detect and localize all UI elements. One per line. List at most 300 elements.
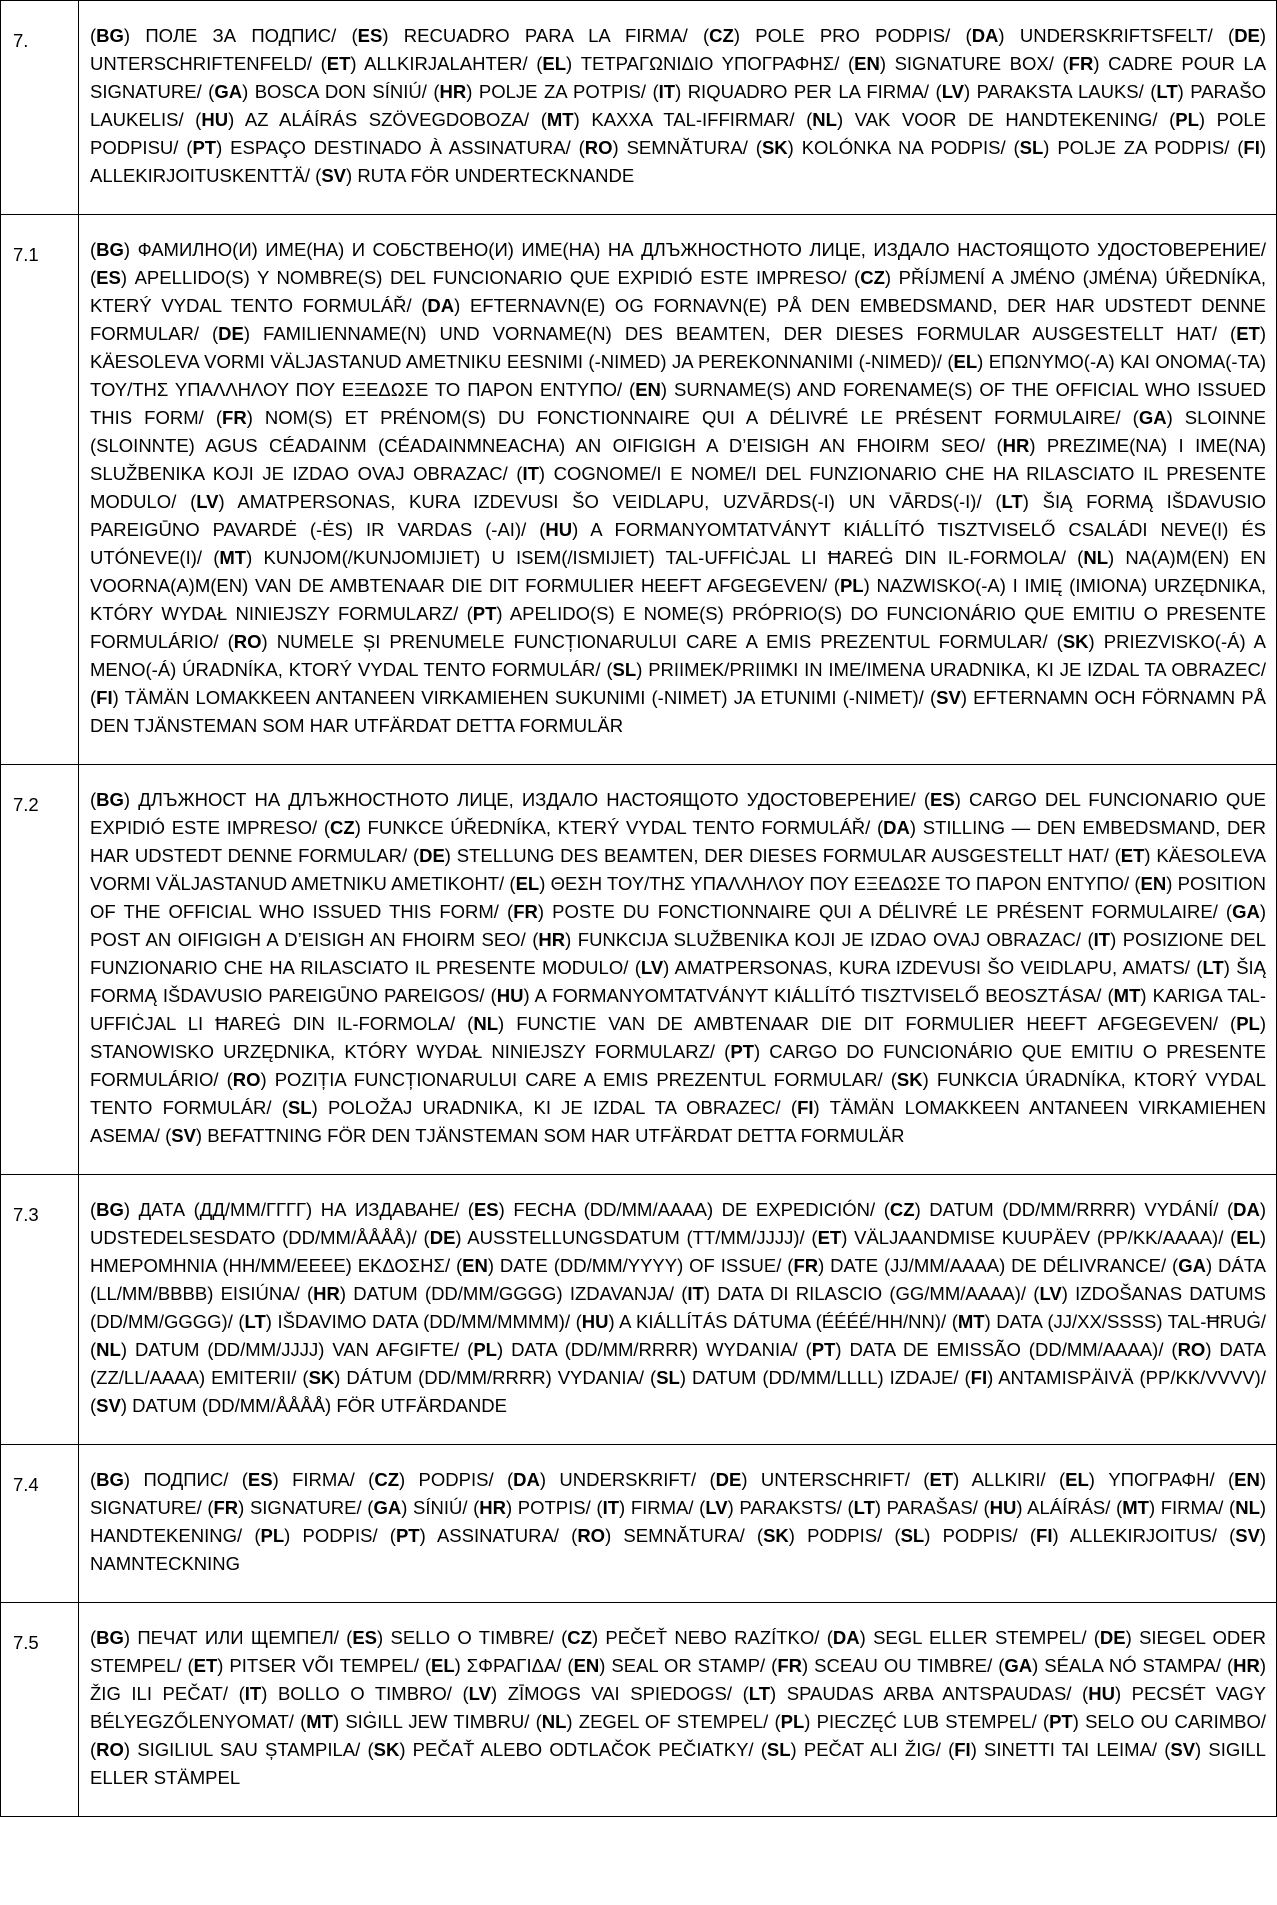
translation-text: AZ ALÁÍRÁS SZÖVEGDOBOZA <box>244 109 524 130</box>
translation-text: ΗΜΕΡΟΜΗΝΙΑ (ΗΗ/ΜΜ/ΕΕΕΕ) ΕΚΔΟΣΗΣ <box>90 1255 445 1276</box>
language-code: DA <box>1233 1199 1260 1220</box>
translation-segment: (SK) PEČAŤ ALEBO ODTLAČOK PEČIATKY/ <box>367 1739 761 1760</box>
translation-segment: (PT) SELO OU CARIMBO/ <box>1042 1711 1267 1732</box>
translation-segment: (BG) ПОДПИС/ <box>90 1469 242 1490</box>
language-code: GA <box>1138 407 1167 428</box>
translation-segment: (EL) ΕΠΩΝΥΜΟ(-Α) ΚΑΙ ΟΝΟΜΑ(-ΤΑ) ΤΟΥ/ΤΗΣ ΥΠΑΛΛΗΛΟΥ ΠΟΥ ΕΞΕΔΩΣΕ ΤΟ ΠΑΡΟΝ ΕΝΤΥΠΟ/ <box>90 351 1266 400</box>
language-code: DE <box>218 323 244 344</box>
language-code: EN <box>635 379 661 400</box>
language-code: GA <box>214 81 243 102</box>
language-code: DE <box>715 1469 742 1490</box>
translation-segment: (IT) RIQUADRO PER LA FIRMA/ <box>652 81 936 102</box>
translation-text: ALLKIRI <box>971 1469 1041 1490</box>
translation-segment: (PL) DATA (DD/MM/RRRR) WYDANIA/ <box>467 1339 806 1360</box>
translation-segment: (RO) DATA (ZZ/LL/AAAA) EMITERII/ <box>90 1339 1267 1388</box>
translation-segment: (HU) A FORMANYOMTATVÁNYT KIÁLLÍTÓ TISZTVISELŐ CSALÁDI NEVE(I) ÉS UTÓNEVE(I)/ <box>90 519 1266 568</box>
translation-text: ΣΦΡΑΓΙΔΑ <box>466 1655 557 1676</box>
language-code: CZ <box>709 25 734 46</box>
translation-text: ALLKIRJALAHTER <box>364 53 523 74</box>
translation-segment: (SV) RUTA FÖR UNDERTECKNANDE <box>315 165 635 186</box>
language-code: IT <box>602 1497 620 1518</box>
translation-text: SEMNĂTURA <box>626 137 743 158</box>
language-code: EN <box>1234 1469 1260 1490</box>
translation-text: STILLING — DEN EMBEDSMAND, DER HAR UDSTEDT DENNE FORMULAR <box>90 817 1267 866</box>
translation-text: ASSINATURA <box>436 1525 554 1546</box>
language-code: FR <box>213 1497 239 1518</box>
translation-segment: (LV) AMATPERSONAS, KURA IZDEVUSI ŠO VEIDLAPU, AMATS/ <box>634 957 1197 978</box>
translation-text: RECUADRO PARA LA FIRMA <box>403 25 683 46</box>
language-code: LV <box>705 1497 728 1518</box>
translation-segment: (DE) UNTERSCHRIFT/ <box>709 1469 924 1490</box>
translation-segment: (NL) NA(A)M(EN) EN VOORNA(A)M(EN) VAN DE AMBTENAAR DIE DIT FORMULIER HEEFT AFGEGEVEN/ <box>90 547 1267 596</box>
language-code: BG <box>96 239 124 260</box>
translation-text: NAZWISKO(-A) I IMIĘ (IMIONA) URZĘDNIKA, KTÓRY WYDAŁ NINIEJSZY FORMULARZ <box>90 575 1266 624</box>
translation-segment: (SL) POLJE ZA PODPIS/ <box>1013 137 1238 158</box>
translation-segment: (MT) KARIGA TAL-UFFIĊJAL LI ĦAREĠ DIN IL-FORMOLA/ <box>90 985 1266 1034</box>
translation-text: SPAUDAS ARBA ANTSPAUDAS <box>786 1683 1067 1704</box>
translation-segment: (FI) TÄMÄN LOMAKKEEN ANTANEEN VIRKAMIEHEN SUKUNIMI (-NIMET) JA ETUNIMI (-NIMET)/ <box>90 687 930 708</box>
translation-segment: (ES) RECUADRO PARA LA FIRMA/ <box>351 25 703 46</box>
translation-segment: (BG) ФАМИЛНО(И) ИМЕ(НА) И СОБСТВЕНО(И) ИМЕ(НА) НА ДЛЪЖНОСТНОТО ЛИЦЕ, ИЗДАЛО НАСТОЯЩОТО УДОСТОВЕРЕНИЕ/ <box>90 239 1266 260</box>
form-row <box>1 1445 1277 1603</box>
field-number: 7. <box>1 1 79 215</box>
translation-text: PODPIS <box>302 1525 373 1546</box>
translation-text: SIĠILL JEW TIMBRU <box>345 1711 525 1732</box>
translation-segment: (IT) BOLLO O TIMBRO/ <box>238 1683 463 1704</box>
translation-segment: (ES) SELLO O TIMBRE/ <box>346 1627 562 1648</box>
translation-segment: (GA) SÍNIÚ/ <box>367 1497 474 1518</box>
translation-segment: (SV) EFTERNAMN OCH FÖRNAMN PÅ DEN TJÄNSTEMAN SOM HAR UTFÄRDAT DETTA FORMULÄR <box>90 687 1266 736</box>
language-code: SL <box>612 659 637 680</box>
language-code: ES <box>96 267 121 288</box>
translation-text: SCEAU OU TIMBRE <box>814 1655 988 1676</box>
field-number: 7.2 <box>1 765 79 1175</box>
language-code: NL <box>1235 1497 1260 1518</box>
translation-segment: (FI) ALLEKIRJOITUSKENTTÄ/ <box>90 137 1267 186</box>
language-code: PL <box>1236 1013 1260 1034</box>
translation-text: A FORMANYOMTATVÁNYT KIÁLLÍTÓ TISZTVISELŐ BEOSZTÁSA <box>534 985 1097 1006</box>
translation-segment: (SK) PODPIS/ <box>756 1525 895 1546</box>
translation-text: AMATPERSONAS, KURA IZDEVUSI ŠO VEIDLAPU, UZVĀRDS(-I) UN VĀRDS(-I) <box>237 491 977 512</box>
translation-text: PARAKSTS <box>739 1497 837 1518</box>
language-code: IT <box>244 1683 262 1704</box>
language-code: LV <box>1039 1283 1062 1304</box>
translation-text: PRIEZVISKO(-Á) A MENO(-Á) ÚRADNÍKA, KTORÝ VYDAL TENTO FORMULÁR <box>90 631 1267 680</box>
field-number: 7.3 <box>1 1175 79 1445</box>
translation-text: ФАМИЛНО(И) ИМЕ(НА) И СОБСТВЕНО(И) ИМЕ(НА) НА ДЛЪЖНОСТНОТО ЛИЦЕ, ИЗДАЛО НАСТОЯЩОТО УДОСТОВЕРЕНИЕ <box>137 239 1261 260</box>
translation-text: POLE PODPISU <box>90 109 1266 158</box>
translation-segment: (FR) SCEAU OU TIMBRE/ <box>771 1655 999 1676</box>
language-code: PT <box>730 1041 754 1062</box>
language-code: GA <box>1232 901 1260 922</box>
translation-text: DATUM (DD/MM/GGGG) IZDAVANJA <box>353 1283 669 1304</box>
language-code: DA <box>832 1627 860 1648</box>
translation-segment: (EN) SURNAME(S) AND FORENAME(S) OF THE OFFICIAL WHO ISSUED THIS FORM/ <box>90 379 1266 428</box>
language-code: SK <box>761 137 788 158</box>
language-code: GA <box>1004 1655 1033 1676</box>
language-code: SL <box>900 1525 925 1546</box>
translation-text: FECHA (DD/MM/AAAA) DE EXPEDICIÓN <box>513 1199 871 1220</box>
translation-segment: (SV) DATUM (DD/MM/ÅÅÅÅ) FÖR UTFÄRDANDE <box>90 1395 507 1416</box>
language-code: SK <box>1062 631 1089 652</box>
language-code: SL <box>1019 137 1044 158</box>
translation-text: POSITION OF THE OFFICIAL WHO ISSUED THIS FORM <box>90 873 1267 922</box>
translation-segment: (LV) ZĪMOGS VAI SPIEDOGS/ <box>462 1683 743 1704</box>
translation-segment: (GA) SLOINNE (SLOINNTE) AGUS CÉADAINM (CÉADAINMNEACHA) AN OIFIGIGH A D’EISIGH AN FHOIRM SEO/ <box>90 407 1266 456</box>
translation-text: ПОДПИС <box>143 1469 224 1490</box>
language-code: RO <box>233 631 262 652</box>
translation-text: ПЕЧАТ ИЛИ ЩЕМПЕЛ <box>137 1627 334 1648</box>
translation-segment: (DA) UNDERSKRIFT/ <box>506 1469 710 1490</box>
translation-text: UDSTEDELSESDATO (DD/MM/ÅÅÅÅ) <box>90 1227 412 1248</box>
translation-text: SÉALA NÓ STAMPA <box>1044 1655 1216 1676</box>
language-code: BG <box>96 25 124 46</box>
language-code: ET <box>193 1655 218 1676</box>
language-code: DA <box>883 817 910 838</box>
language-code: LV <box>468 1683 491 1704</box>
form-row <box>1 215 1277 765</box>
translation-text: POSTE DU FONCTIONNAIRE QUI A DÉLIVRÉ LE PRÉSENT FORMULAIRE <box>552 901 1213 922</box>
translation-text: SLOINNE (SLOINNTE) AGUS CÉADAINM (CÉADAINMNEACHA) AN OIFIGIGH A D’EISIGH AN FHOIRM SEO <box>90 407 1266 456</box>
language-code: ES <box>357 25 383 46</box>
language-code: SK <box>373 1739 400 1760</box>
language-code: NL <box>96 1339 121 1360</box>
translation-segment: (DA) UDSTEDELSESDATO (DD/MM/ÅÅÅÅ)/ <box>90 1199 1267 1248</box>
translation-text: POTPIS <box>517 1497 586 1518</box>
translation-segment: (CZ) PEČEŤ NEBO RAZÍTKO/ <box>561 1627 827 1648</box>
translation-segment: (DA) EFTERNAVN(E) OG FORNAVN(E) PÅ DEN EMBEDSMAND, DER HAR UDSTEDT DENNE FORMULAR/ <box>90 295 1266 344</box>
translation-segment: (NL) VAK VOOR DE HANDTEKENING/ <box>806 109 1170 130</box>
translation-segment: (SV) SIGILL ELLER STÄMPEL <box>90 1739 1266 1788</box>
translation-segment: (LT) SPAUDAS ARBA ANTSPAUDAS/ <box>742 1683 1083 1704</box>
translation-text: IZDOŠANAS DATUMS (DD/MM/GGGG) <box>90 1283 1267 1332</box>
translation-text: A KIÁLLÍTÁS DÁTUMA (ÉÉÉÉ/HH/NN) <box>619 1311 942 1332</box>
translation-segment: (MT) DATA (JJ/XX/SSSS) TAL-ĦRUĠ/ <box>951 1311 1266 1332</box>
language-code: EN <box>462 1255 488 1276</box>
language-code: SV <box>936 687 961 708</box>
translation-segment: (DE) STELLUNG DES BEAMTEN, DER DIESES FORMULAR AUSGESTELLT HAT/ <box>412 845 1115 866</box>
language-code: RO <box>1177 1339 1206 1360</box>
language-code: MT <box>306 1711 333 1732</box>
language-code: CZ <box>567 1627 592 1648</box>
translation-segment: (ET) VÄLJAANDMISE KUUPÄEV (PP/KK/AAAA)/ <box>811 1227 1231 1248</box>
language-code: RO <box>584 137 613 158</box>
language-code: ET <box>817 1227 842 1248</box>
translation-text: ΕΠΩΝΥΜΟ(-Α) ΚΑΙ ΟΝΟΜΑ(-ΤΑ) ΤΟΥ/ΤΗΣ ΥΠΑΛΛΗΛΟΥ ΠΟΥ ΕΞΕΔΩΣΕ ΤΟ ΠΑΡΟΝ ΕΝΤΥΠΟ <box>90 351 1266 400</box>
translation-text: KUNJOM(/KUNJOMIJIET) U ISEM(/ISMIJIET) TAL-UFFIĊJAL LI ĦAREĠ DIN IL-FORMOLA <box>263 547 1061 568</box>
translation-segment: (LT) PARAŠO LAUKELIS/ <box>90 81 1266 130</box>
translation-segment: (RO) SEMNĂTURA/ <box>571 1525 757 1546</box>
translation-segment: (FR) DATE (JJ/MM/AAAA) DE DÉLIVRANCE/ <box>787 1255 1173 1276</box>
translation-segment: (IT) POSIZIONE DEL FUNZIONARIO CHE HA RILASCIATO IL PRESENTE MODULO/ <box>90 929 1266 978</box>
translation-text: SIGNATURE <box>90 1497 197 1518</box>
translation-segment: (FR) NOM(S) ET PRÉNOM(S) DU FONCTIONNAIRE QUI A DÉLIVRÉ LE PRÉSENT FORMULAIRE/ <box>215 407 1133 428</box>
translation-segment: (PL) PIECZĘĆ LUB STEMPEL/ <box>774 1711 1043 1732</box>
translation-segment: (PL) NAZWISKO(-A) I IMIĘ (IMIONA) URZĘDNIKA, KTÓRY WYDAŁ NINIEJSZY FORMULARZ/ <box>90 575 1266 624</box>
language-code: EN <box>854 53 880 74</box>
translation-text: IŠDAVIMO DATA (DD/MM/MMMM) <box>277 1311 565 1332</box>
translation-text: SINETTI TAI LEIMA <box>984 1739 1152 1760</box>
field-description <box>79 215 1277 765</box>
translation-text: ПОЛЕ ЗА ПОДПИС <box>145 25 332 46</box>
translation-segment: (HU) ALÁÍRÁS/ <box>983 1497 1117 1518</box>
translation-segment: (CZ) DATUM (DD/MM/RRRR) VYDÁNÍ/ <box>883 1199 1227 1220</box>
translation-segment: (DE) FAMILIENNAME(N) UND VORNAME(N) DES BEAMTEN, DER DIESES FORMULAR AUSGESTELLT HAT/ <box>211 323 1231 344</box>
translation-segment: (BG) ПОЛЕ ЗА ПОДПИС/ <box>90 25 352 46</box>
translation-text: BOLLO O TIMBRO <box>277 1683 447 1704</box>
language-code: GA <box>373 1497 402 1518</box>
translation-text: POLOŽAJ URADNIKA, KI JE IZDAL TA OBRAZEC <box>327 1097 776 1118</box>
translation-text: PECSÉT VAGY BÉLYEGZŐLENYOMAT <box>90 1683 1266 1732</box>
language-code: CZ <box>330 817 355 838</box>
translation-segment: (ET) KÄESOLEVA VORMI VÄLJASTANUD AMETNIKU AMETIKOHT/ <box>90 845 1267 894</box>
translation-segment: (SV) BEFATTNING FÖR DEN TJÄNSTEMAN SOM HAR UTFÄRDAT DETTA FORMULÄR <box>165 1125 905 1146</box>
translation-segment: (ES) APELLIDO(S) Y NOMBRE(S) DEL FUNCIONARIO QUE EXPIDIÓ ESTE IMPRESO/ <box>90 267 855 288</box>
translation-text: DATA DE EMISSÃO (DD/MM/AAAA) <box>849 1339 1159 1360</box>
translation-text: STELLUNG DES BEAMTEN, DER DIESES FORMULAR AUSGESTELLT HAT <box>456 845 1104 866</box>
language-code: SV <box>96 1395 121 1416</box>
translation-text: SELLO O TIMBRE <box>390 1627 549 1648</box>
translation-segment: (RO) POZIȚIA FUNCȚIONARULUI CARE A EMIS PREZENTUL FORMULAR/ <box>226 1069 891 1090</box>
translation-text: FIRMA <box>292 1469 350 1490</box>
language-code: LV <box>640 957 664 978</box>
translation-text: NUMELE ȘI PRENUMELE FUNCȚIONARULUI CARE A EMIS PREZENTUL FORMULAR <box>276 631 1043 652</box>
translation-text: SIGNATURE <box>249 1497 357 1518</box>
language-code: PT <box>472 603 497 624</box>
translation-text: AUSSTELLUNGSDATUM (TT/MM/JJJJ) <box>467 1227 800 1248</box>
language-code: FI <box>797 1097 814 1118</box>
language-code: ES <box>930 789 955 810</box>
language-code: SL <box>656 1367 680 1388</box>
language-code: IT <box>658 81 676 102</box>
translation-text: SEMNĂTURA <box>623 1525 740 1546</box>
language-code: PT <box>1049 1711 1073 1732</box>
translation-text: UNDERSKRIFTSFELT <box>1019 25 1208 46</box>
translation-segment: (NL) HANDTEKENING/ <box>90 1497 1267 1546</box>
translation-segment: (RO) NUMELE ȘI PRENUMELE FUNCȚIONARULUI CARE A EMIS PREZENTUL FORMULAR/ <box>227 631 1057 652</box>
translation-segment: (MT) KAXXA TAL-IFFIRMAR/ <box>540 109 807 130</box>
translation-text: AMATPERSONAS, KURA IZDEVUSI ŠO VEIDLAPU, AMATS <box>674 957 1185 978</box>
language-code: EL <box>1236 1227 1260 1248</box>
translation-segment: (EN) SEAL OR STAMP/ <box>567 1655 772 1676</box>
translation-text: NOM(S) ET PRÉNOM(S) DU FONCTIONNAIRE QUI A DÉLIVRÉ LE PRÉSENT FORMULAIRE <box>264 407 1116 428</box>
language-code: ET <box>1120 845 1145 866</box>
translation-segment: (EN) SIGNATURE BOX/ <box>847 53 1063 74</box>
translation-text: ESPAÇO DESTINADO À ASSINATURA <box>230 137 566 158</box>
language-code: FR <box>777 1655 802 1676</box>
language-code: DE <box>419 845 445 866</box>
translation-text: PEČAŤ ALEBO ODTLAČOK PEČIATKY <box>412 1739 749 1760</box>
translation-segment: (PT) ESPAÇO DESTINADO À ASSINATURA/ <box>186 137 579 158</box>
language-code: DA <box>513 1469 540 1490</box>
translation-text: DATA (DD/MM/RRRR) WYDANIA <box>511 1339 793 1360</box>
language-code: LT <box>244 1311 266 1332</box>
translation-segment: (RO) SIGILIUL SAU ȘTAMPILA/ <box>90 1739 368 1760</box>
translation-segment: (HU) AZ ALÁÍRÁS SZÖVEGDOBOZA/ <box>195 109 541 130</box>
translation-text: TÄMÄN LOMAKKEEN ANTANEEN VIRKAMIEHEN ASEMA <box>90 1097 1267 1146</box>
language-code: FI <box>96 687 113 708</box>
language-code: MT <box>546 109 574 130</box>
translation-segment: (SK) DÁTUM (DD/MM/RRRR) VYDANIA/ <box>302 1367 651 1388</box>
language-code: IT <box>687 1283 704 1304</box>
translation-segment: (GA) DÁTA (LL/MM/BBBB) EISIÚNA/ <box>90 1255 1266 1304</box>
translation-segment: (BG) ДЛЪЖНОСТ НА ДЛЪЖНОСТНОТО ЛИЦЕ, ИЗДАЛО НАСТОЯЩОТО УДОСТОВЕРЕНИЕ/ <box>90 789 924 810</box>
language-code: LT <box>748 1683 771 1704</box>
translation-text: KARIGA TAL-UFFIĊJAL LI ĦAREĠ DIN IL-FORMOLA <box>90 985 1266 1034</box>
translation-segment: (ET) KÄESOLEVA VORMI VÄLJASTANUD AMETNIKU EESNIMI (-NIMED) JA PEREKONNANIMI (-NIMED)/ <box>90 323 1266 372</box>
language-code: EN <box>1140 873 1167 894</box>
language-code: SK <box>308 1367 335 1388</box>
translation-segment: (SL) PRIIMEK/PRIIMKI IN IME/IMENA URADNIKA, KI JE IZDAL TA OBRAZEC/ <box>606 659 1267 680</box>
language-code: RO <box>96 1739 124 1760</box>
translation-segment: (FR) CADRE POUR LA SIGNATURE/ <box>90 53 1267 102</box>
language-code: DE <box>429 1227 456 1248</box>
translation-segment: (HR) FUNKCIJA SLUŽBENIKA KOJI JE IZDAO OVAJ OBRAZAC/ <box>532 929 1088 950</box>
translation-text: UNTERSCHRIFT <box>760 1469 905 1490</box>
language-code: NL <box>812 109 837 130</box>
translation-text: PARAŠO LAUKELIS <box>90 81 1266 130</box>
translation-text: FUNKCE ÚŘEDNÍKA, KTERÝ VYDAL TENTO FORMULÁŘ <box>367 817 866 838</box>
field-number: 7.1 <box>1 215 79 765</box>
translation-segment: (ES) CARGO DEL FUNCIONARIO QUE EXPIDIÓ ESTE IMPRESO/ <box>90 789 1266 838</box>
translation-segment: (HR) ŽIG ILI PEČAT/ <box>90 1655 1267 1704</box>
translation-segment: (HR) POLJE ZA POTPIS/ <box>433 81 653 102</box>
form-table-body <box>1 1 1277 1817</box>
translation-text: DATUM (DD/MM/RRRR) VYDÁNÍ <box>929 1199 1214 1220</box>
language-code: PL <box>839 575 864 596</box>
translation-text: PODPIS <box>807 1525 878 1546</box>
translation-text: POLJE ZA PODPIS <box>1057 137 1225 158</box>
language-code: RO <box>577 1525 606 1546</box>
translation-segment: (MT) SIĠILL JEW TIMBRU/ <box>300 1711 536 1732</box>
language-code: GA <box>1178 1255 1206 1276</box>
language-code: PL <box>780 1711 805 1732</box>
language-code: ES <box>352 1627 378 1648</box>
language-code: BG <box>96 789 124 810</box>
language-code: DA <box>427 295 455 316</box>
translation-segment: (FI) SINETTI TAI LEIMA/ <box>948 1739 1165 1760</box>
translation-text: PRIIMEK/PRIIMKI IN IME/IMENA URADNIKA, KI JE IZDAL TA OBRAZEC <box>648 659 1261 680</box>
translation-text: CARGO DO FUNCIONÁRIO QUE EMITIU O PRESENTE FORMULÁRIO <box>90 1041 1266 1090</box>
language-code: FR <box>1068 53 1094 74</box>
language-code: LT <box>1001 491 1023 512</box>
translation-segment: (EN) POSITION OF THE OFFICIAL WHO ISSUED THIS FORM/ <box>90 873 1267 922</box>
translation-segment: (ET) PITSER VÕI TEMPEL/ <box>187 1655 425 1676</box>
translation-segment: (IT) DATA DI RILASCIO (GG/MM/AAAA)/ <box>681 1283 1034 1304</box>
translation-text: VÄLJAANDMISE KUUPÄEV (PP/KK/AAAA) <box>854 1227 1219 1248</box>
translation-segment: (SL) DATUM (DD/MM/LLLL) IZDAJE/ <box>650 1367 965 1388</box>
translation-text: A FORMANYOMTATVÁNYT KIÁLLÍTÓ TISZTVISELŐ CSALÁDI NEVE(I) ÉS UTÓNEVE(I) <box>90 519 1266 568</box>
translation-segment: (MT) FIRMA/ <box>1116 1497 1230 1518</box>
translation-segment: (PT) ASSINATURA/ <box>389 1525 572 1546</box>
translation-text: POSIZIONE DEL FUNZIONARIO CHE HA RILASCIATO IL PRESENTE MODULO <box>90 929 1266 978</box>
translation-text: APELIDO(S) E NOME(S) PRÓPRIO(S) DO FUNCIONÁRIO QUE EMITIU O PRESENTE FORMULÁRIO <box>90 603 1267 652</box>
language-code: ET <box>326 53 351 74</box>
translation-segment: (SL) PODPIS/ <box>894 1525 1030 1546</box>
translation-text: FIRMA <box>1160 1497 1219 1518</box>
translation-segment: (MT) KUNJOM(/KUNJOMIJIET) U ISEM(/ISMIJIET) TAL-UFFIĊJAL LI ĦAREĠ DIN IL-FORMOLA/ <box>213 547 1078 568</box>
translation-segment: (PL) POLE PODPISU/ <box>90 109 1266 158</box>
translation-text: BEFATTNING FÖR DEN TJÄNSTEMAN SOM HAR UTFÄRDAT DETTA FORMULÄR <box>207 1125 905 1146</box>
translation-text: KOLÓNKA NA PODPIS <box>801 137 1001 158</box>
translation-segment: (GA) SÉALA NÓ STAMPA/ <box>998 1655 1227 1676</box>
translation-text: ZĪMOGS VAI SPIEDOGS <box>507 1683 727 1704</box>
language-code: RO <box>232 1069 261 1090</box>
translation-text: FUNCTIE VAN DE AMBTENAAR DIE DIT FORMULIER HEEFT AFGEGEVEN <box>516 1013 1213 1034</box>
language-code: DE <box>1234 25 1260 46</box>
translation-segment: (SL) PEČAT ALI ŽIG/ <box>760 1739 949 1760</box>
language-code: PL <box>473 1339 497 1360</box>
translation-segment: (EL) ΘΕΣΗ ΤΟΥ/ΤΗΣ ΥΠΑΛΛΗΛΟΥ ΠΟΥ ΕΞΕΔΩΣΕ ΤΟ ΠΑΡΟΝ ΕΝΤΥΠΟ/ <box>509 873 1135 894</box>
translation-segment: (FI) TÄMÄN LOMAKKEEN ANTANEEN VIRKAMIEHEN ASEMA/ <box>90 1097 1267 1146</box>
language-code: DA <box>971 25 999 46</box>
translation-segment: (CZ) FUNKCE ÚŘEDNÍKA, KTERÝ VYDAL TENTO FORMULÁŘ/ <box>323 817 877 838</box>
translation-text: PODPIS <box>418 1469 489 1490</box>
language-code: HU <box>989 1497 1017 1518</box>
language-code: MT <box>1122 1497 1149 1518</box>
translation-text: FUNKCIJA SLUŽBENIKA KOJI JE IZDAO OVAJ OBRAZAC <box>577 929 1076 950</box>
language-code: FI <box>954 1739 971 1760</box>
translation-segment: (EL) ΣΦΡΑΓΙΔΑ/ <box>424 1655 568 1676</box>
translation-segment: (HU) A KIÁLLÍTÁS DÁTUMA (ÉÉÉÉ/HH/NN)/ <box>575 1311 952 1332</box>
translation-segment: (LV) IZDOŠANAS DATUMS (DD/MM/GGGG)/ <box>90 1283 1267 1332</box>
translation-text: EFTERNAMN OCH FÖRNAMN PÅ DEN TJÄNSTEMAN SOM HAR UTFÄRDAT DETTA FORMULÄR <box>90 687 1266 736</box>
translation-segment: (BG) ДАТА (ДД/ММ/ГГГГ) НА ИЗДАВАНЕ/ <box>90 1199 468 1220</box>
translation-segment: (DA) STILLING — DEN EMBEDSMAND, DER HAR UDSTEDT DENNE FORMULAR/ <box>90 817 1267 866</box>
translation-segment: (PT) APELIDO(S) E NOME(S) PRÓPRIO(S) DO FUNCIONÁRIO QUE EMITIU O PRESENTE FORMULÁRIO/ <box>90 603 1267 652</box>
language-code: CZ <box>860 267 885 288</box>
language-code: HR <box>479 1497 506 1518</box>
language-code: PT <box>192 137 217 158</box>
translation-segment: (SK) KOLÓNKA NA PODPIS/ <box>755 137 1014 158</box>
language-code: SV <box>321 165 346 186</box>
language-code: ET <box>929 1469 954 1490</box>
language-code: SK <box>896 1069 923 1090</box>
language-code: CZ <box>374 1469 400 1490</box>
language-code: HU <box>496 985 524 1006</box>
translation-text: RIQUADRO PER LA FIRMA <box>687 81 924 102</box>
translation-text: ДАТА (ДД/ММ/ГГГГ) НА ИЗДАВАНЕ <box>138 1199 455 1220</box>
translation-segment: (DE) AUSSTELLUNGSDATUM (TT/MM/JJJJ)/ <box>423 1227 812 1248</box>
translation-text: UNTERSCHRIFTENFELD <box>90 53 307 74</box>
language-code: BG <box>96 1627 124 1648</box>
language-code: SV <box>1170 1739 1196 1760</box>
translation-segment: (LT) ŠIĄ FORMĄ IŠDAVUSIO PAREIGŪNO PAVARDĖ (-ĖS) IR VARDAS (-AI)/ <box>90 491 1267 540</box>
translation-segment: (FI) ANTAMISPÄIVÄ (PP/KK/VVVV)/ <box>964 1367 1266 1388</box>
translation-text: KAXXA TAL-IFFIRMAR <box>591 109 790 130</box>
translation-segment: (EL) ΥΠΟΓΡΑΦΗ/ <box>1058 1469 1228 1490</box>
translation-text: TÄMÄN LOMAKKEEN ANTANEEN VIRKAMIEHEN SUKUNIMI (-NIMET) JA ETUNIMI (-NIMET) <box>124 687 919 708</box>
language-code: PL <box>1175 109 1199 130</box>
translation-text: COGNOME/I E NOME/I DEL FUNZIONARIO CHE HA RILASCIATO IL PRESENTE MODULO <box>90 463 1267 512</box>
language-code: CZ <box>889 1199 915 1220</box>
translation-text: STANOWISKO URZĘDNIKA, KTÓRY WYDAŁ NINIEJSZY FORMULARZ <box>90 1041 710 1062</box>
translation-segment: (NL) FUNCTIE VAN DE AMBTENAAR DIE DIT FORMULIER HEEFT AFGEGEVEN/ <box>467 1013 1231 1034</box>
translation-text: DATA DI RILASCIO (GG/MM/AAAA) <box>717 1283 1021 1304</box>
language-code: EL <box>430 1655 455 1676</box>
language-code: PT <box>395 1525 420 1546</box>
language-code: EL <box>1065 1469 1089 1490</box>
language-code: NL <box>473 1013 498 1034</box>
language-code: HU <box>1088 1683 1115 1704</box>
translation-text: PARAKSTA LAUKS <box>976 81 1139 102</box>
translation-segment: (IT) COGNOME/I E NOME/I DEL FUNZIONARIO CHE HA RILASCIATO IL PRESENTE MODULO/ <box>90 463 1267 512</box>
translation-text: DATUM (DD/MM/JJJJ) VAN AFGIFTE <box>134 1339 455 1360</box>
field-description <box>79 1 1277 215</box>
language-code: DE <box>1099 1627 1126 1648</box>
translation-segment: (LT) IŠDAVIMO DATA (DD/MM/MMMM)/ <box>238 1311 576 1332</box>
language-code: LV <box>941 81 964 102</box>
